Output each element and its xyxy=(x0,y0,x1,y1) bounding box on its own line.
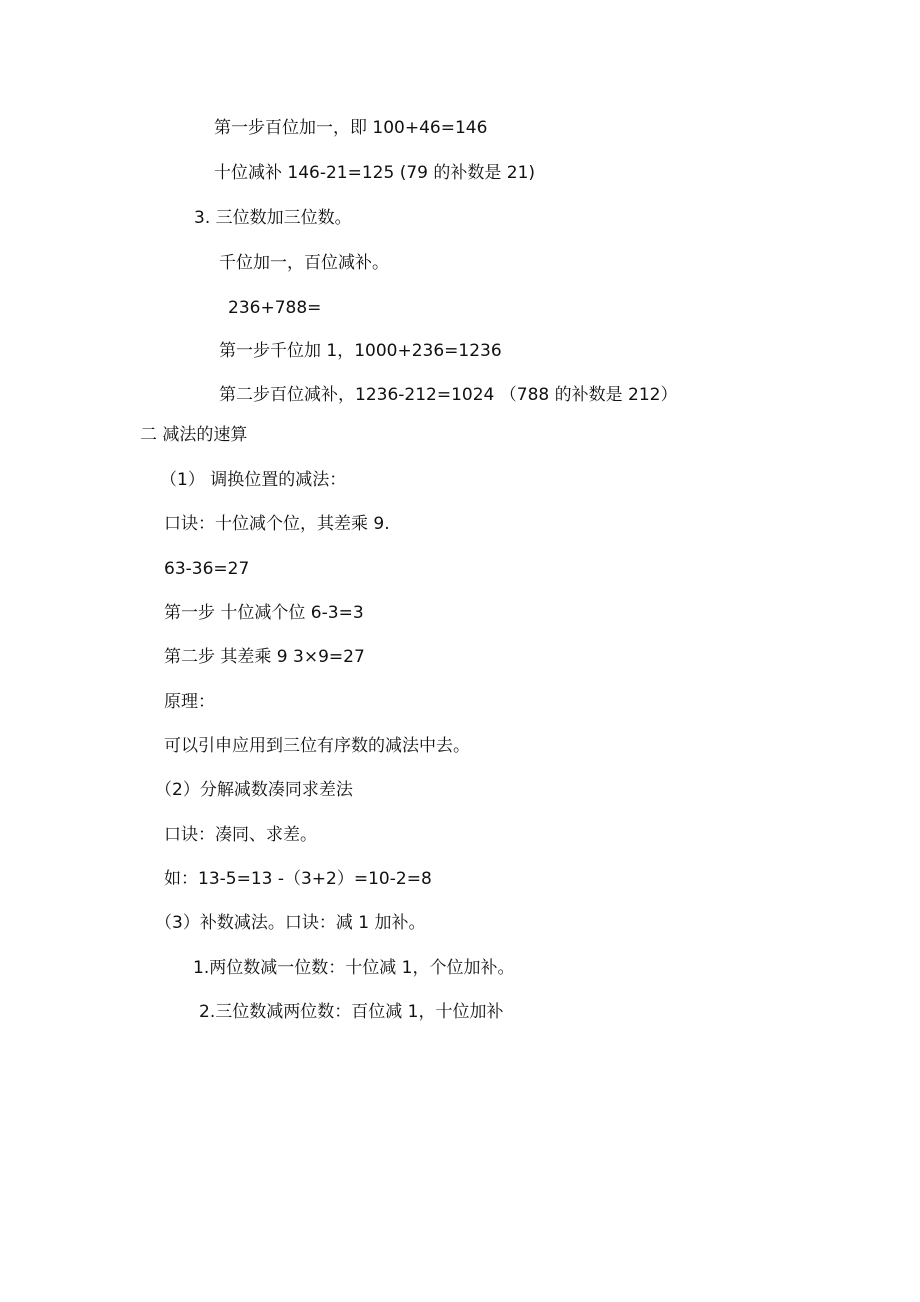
text-line: 如：13-5=13 -（3+2）=10-2=8 xyxy=(164,869,432,889)
text-line: 十位减补 146-21=125 (79 的补数是 21) xyxy=(214,163,536,183)
text-line: 千位加一，百位减补。 xyxy=(219,253,389,273)
text-line: 第一步百位加一，即 100+46=146 xyxy=(214,118,488,138)
text-line: （2）分解减数凑同求差法 xyxy=(155,780,353,800)
text-line: 3. 三位数加三位数。 xyxy=(194,208,352,228)
text-line: 可以引申应用到三位有序数的减法中去。 xyxy=(164,736,470,756)
text-line: 原理： xyxy=(164,692,215,712)
text-line: 口诀：凑同、求差。 xyxy=(164,825,317,845)
text-line: 第二步 其差乘 9 3×9=27 xyxy=(164,647,365,667)
text-line: （1） 调换位置的减法： xyxy=(160,470,347,490)
text-line: 第一步 十位减个位 6-3=3 xyxy=(164,603,364,623)
text-line: 2.三位数减两位数：百位减 1，十位加补 xyxy=(199,1002,504,1022)
section-heading: 二 减法的速算 xyxy=(140,425,248,445)
text-line: 第二步百位减补，1236-212=1024 （788 的补数是 212） xyxy=(219,385,678,405)
text-line: 236+788= xyxy=(228,298,322,318)
text-line: 1.两位数减一位数：十位减 1，个位加补。 xyxy=(193,958,515,978)
text-line: （3）补数减法。口诀：减 1 加补。 xyxy=(155,913,426,933)
text-line: 第一步千位加 1，1000+236=1236 xyxy=(219,341,502,361)
text-line: 口诀：十位减个位，其差乘 9. xyxy=(164,514,390,534)
text-line: 63-36=27 xyxy=(164,559,250,579)
